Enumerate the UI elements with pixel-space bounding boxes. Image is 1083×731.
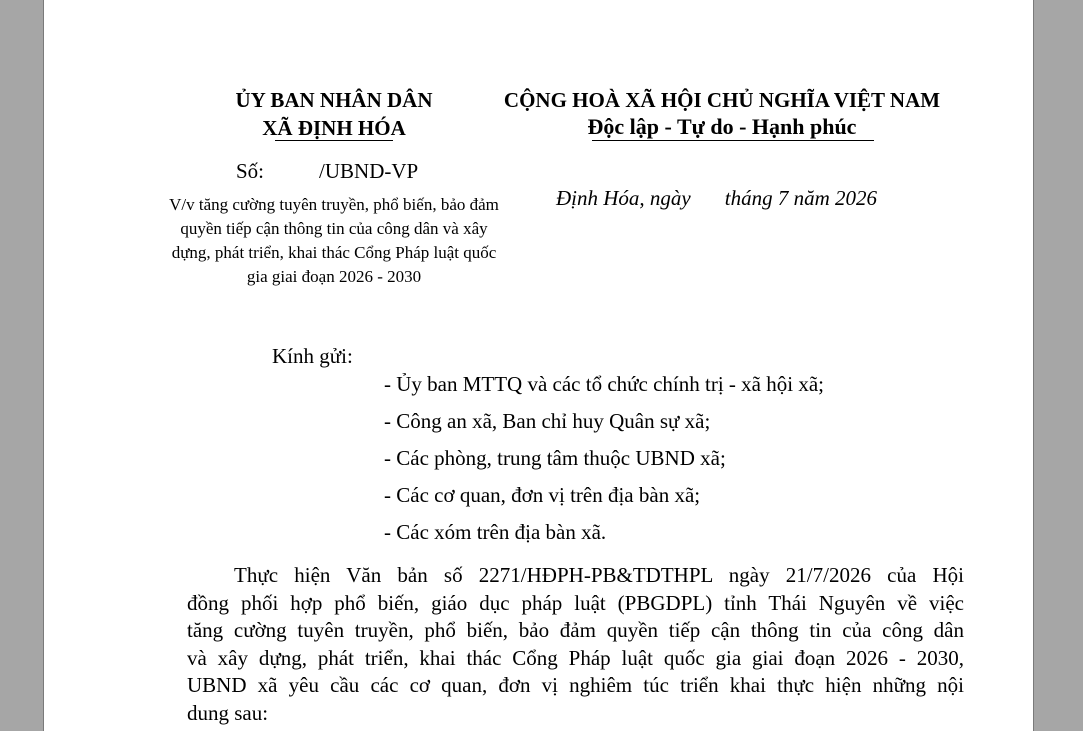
recipient-item: - Các phòng, trung tâm thuộc UBND xã;	[384, 446, 726, 470]
body-line: tăng cường tuyên truyền, phổ biến, bảo đảm quyền tiếp cận thông tin của công dân	[187, 618, 964, 643]
issue-date-place: Định Hóa, ngày	[556, 186, 691, 210]
salutation: Kính gửi:	[272, 344, 353, 368]
body-line: và xây dựng, phát triển, khai thác Cổng Pháp luật quốc gia giai đoạn 2026 - 2030,	[187, 645, 964, 670]
national-title: CỘNG HOÀ XÃ HỘI CHỦ NGHĨA VIỆT NAM	[503, 88, 941, 112]
org-underline	[275, 140, 393, 141]
document-number-prefix: Số:	[236, 159, 265, 183]
document-subject: V/v tăng cường tuyên truyền, phổ biến, bảo đảm quyền tiếp cận thông tin của công dân và xây dựng, phát triển, khai thác Cổng Pháp luật quốc gia giai đoạn 2026 - 2030	[169, 195, 499, 286]
recipient-item: - Các cơ quan, đơn vị trên địa bàn xã;	[384, 483, 701, 507]
body-line: UBND xã yêu cầu các cơ quan, đơn vị nghiêm túc triển khai thực hiện những nội	[187, 673, 964, 698]
recipient-item: - Các xóm trên địa bàn xã.	[384, 520, 607, 544]
body-line: dung sau:	[187, 700, 269, 725]
document-number-suffix: /UBND-VP	[319, 159, 419, 183]
issuing-org-name: ỦY BAN NHÂN DÂN	[235, 88, 433, 112]
body-paragraph	[187, 562, 964, 728]
issue-date-rest: tháng 7 năm 2026	[724, 186, 877, 210]
body-line: Thực hiện Văn bản số 2271/HĐPH-PB&TDTHPL ngày 21/7/2026 của Hội	[234, 563, 964, 587]
recipient-list	[384, 366, 824, 551]
recipient-item: - Ủy ban MTTQ và các tổ chức chính trị - xã hội xã;	[384, 372, 824, 396]
document-page[interactable]	[43, 0, 1034, 731]
national-motto: Độc lập - Tự do - Hạnh phúc	[587, 114, 857, 139]
recipient-item: - Công an xã, Ban chỉ huy Quân sự xã;	[384, 409, 711, 433]
document-number	[236, 159, 418, 184]
issuing-org-sub: XÃ ĐỊNH HÓA	[262, 116, 406, 140]
issue-date	[556, 186, 877, 211]
motto-underline	[592, 140, 874, 141]
body-line: đồng phối hợp phổ biến, giáo dục pháp luật (PBGDPL) tỉnh Thái Nguyên về việc	[187, 590, 964, 615]
